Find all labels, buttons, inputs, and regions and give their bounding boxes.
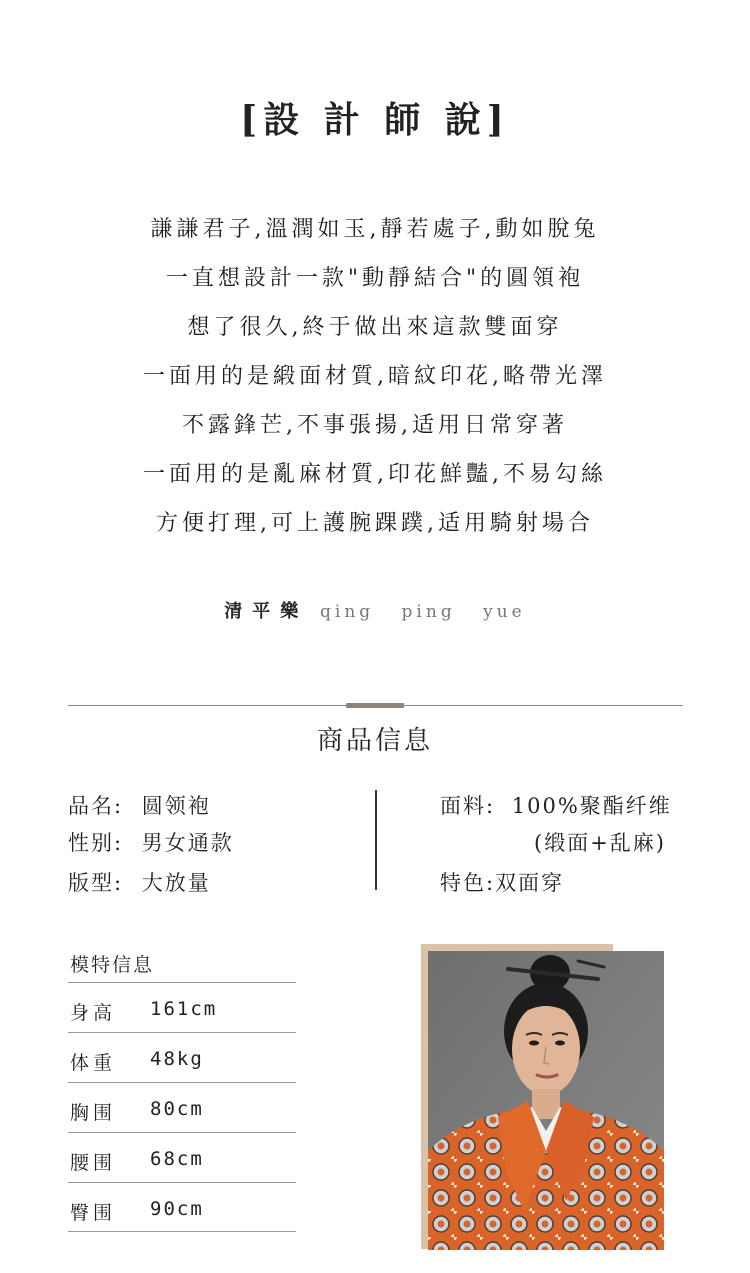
model-value: 80cm xyxy=(150,1098,204,1120)
spec-fabric-note: (缎面+乱麻) xyxy=(534,831,666,855)
designer-signature xyxy=(0,597,750,623)
spec-feature xyxy=(440,867,564,897)
signature-pinyin: qing ping yue xyxy=(320,602,526,622)
section-title-product-info: 商品信息 xyxy=(316,726,433,756)
spec-label: 版型: xyxy=(68,871,124,895)
model-row-weight xyxy=(68,1032,296,1083)
poem-line: 想了很久,終于做出來這款雙面穿 xyxy=(187,315,563,340)
designer-poem xyxy=(0,210,750,553)
poem-line: 謙謙君子,溫潤如玉,靜若處子,動如脫兔 xyxy=(150,217,600,242)
model-key: 体重 xyxy=(70,1052,117,1074)
model-row-waist xyxy=(68,1132,296,1183)
model-row-height xyxy=(68,982,296,1033)
spec-fit xyxy=(68,867,211,897)
spec-label: 特色: xyxy=(440,871,496,895)
model-key: 身高 xyxy=(70,1002,117,1024)
spec-label: 面料: xyxy=(440,794,496,818)
model-key: 腰围 xyxy=(70,1152,117,1174)
model-value: 161cm xyxy=(150,998,218,1020)
spec-value: 圆领袍 xyxy=(141,794,211,818)
model-value: 48kg xyxy=(150,1048,204,1070)
model-key: 臀围 xyxy=(70,1202,117,1224)
column-separator xyxy=(375,790,377,890)
model-portrait-illustration xyxy=(428,951,664,1250)
model-info-title: 模特信息 xyxy=(70,954,155,976)
model-key: 胸围 xyxy=(70,1102,117,1124)
spec-label: 品名: xyxy=(68,794,124,818)
divider-accent xyxy=(346,703,404,708)
poem-line: 一面用的是緞面材質,暗紋印花,略帶光澤 xyxy=(143,364,607,389)
spec-name xyxy=(68,790,211,820)
spec-value: 100%聚酯纤维 xyxy=(511,794,672,818)
spec-value: 双面穿 xyxy=(495,871,565,895)
spec-value: 男女通款 xyxy=(141,831,234,855)
spec-gender xyxy=(68,827,234,857)
model-photo xyxy=(428,951,664,1250)
spec-label: 性别: xyxy=(68,831,124,855)
poem-line: 方便打理,可上護腕踝蹼,适用騎射場合 xyxy=(156,511,594,536)
poem-line: 一直想設計一款"動靜結合"的圓領袍 xyxy=(165,266,585,291)
poem-line: 一面用的是亂麻材質,印花鮮豔,不易勾絲 xyxy=(143,462,607,487)
spec-value: 大放量 xyxy=(141,871,211,895)
spec-fabric xyxy=(440,790,672,820)
section-title-designer: [設 計 師 說] xyxy=(240,99,510,141)
model-value: 90cm xyxy=(150,1198,204,1220)
model-row-bust xyxy=(68,1082,296,1133)
model-value: 68cm xyxy=(150,1148,204,1170)
poem-line: 不露鋒芒,不事張揚,适用日常穿著 xyxy=(182,413,568,438)
table-bottom-rule xyxy=(68,1231,296,1232)
signature-chinese: 清平樂 xyxy=(224,601,309,622)
model-row-hip xyxy=(68,1182,296,1233)
